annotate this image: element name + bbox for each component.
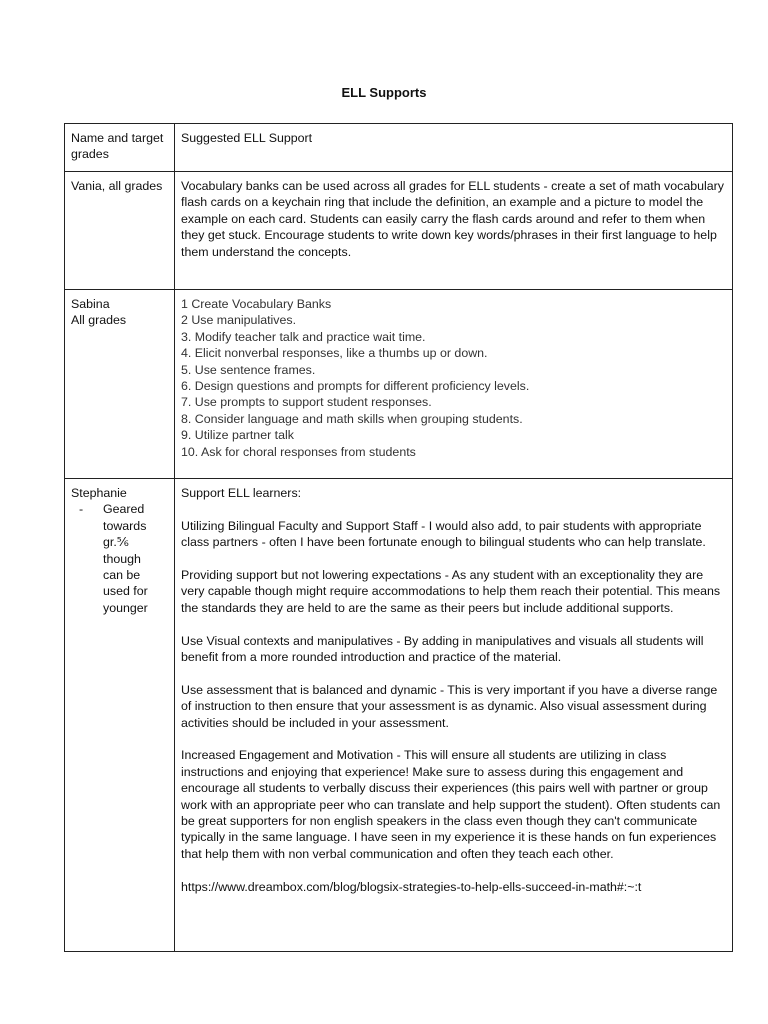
dash-bullet: - bbox=[79, 502, 84, 517]
source-link[interactable]: https://www.dreambox.com/blog/blogsix-strategies-to-help-ells-succeed-in-math#:~:t bbox=[181, 879, 642, 894]
row-support-cell: Vocabulary banks can be used across all grades for ELL students - create a set of math vocabulary flash cards on a keychain ring that include the definition, an example and a picture to model the example on each card. Students can easily carry the flash cards around and refer to them when they get stuck. Encourage students to write down key words/phrases in their first language to help them understand the concepts. bbox=[175, 172, 733, 290]
paragraph: Increased Engagement and Motivation - This will ensure all students are utilizing in class instructions and enjoying that experience! Make sure to assess during this engagement and encourage all students to verbally discuss their experiences (this pairs well with partner or group work with an appropriate peer who can translate and help support the student). Often students can be great supporters for non english speakers in the class even though they can't communicate typically in the same language. I have seen in my experience it is these hands on fun experiences that help them with non verbal communication and often they teach each other. bbox=[181, 748, 721, 861]
list-item: 9. Utilize partner talk bbox=[181, 428, 294, 443]
table-row bbox=[65, 290, 733, 479]
list-item: 8. Consider language and math skills when grouping students. bbox=[181, 411, 523, 426]
document-title: ELL Supports bbox=[341, 85, 427, 100]
table-row bbox=[65, 479, 733, 952]
list-item: 4. Elicit nonverbal responses, like a thumbs up or down. bbox=[181, 346, 488, 361]
list-item: 2 Use manipulatives. bbox=[181, 313, 297, 328]
grade-note-text: Geared towards gr.⅚ though can be used for younger bbox=[103, 502, 148, 615]
header-support-cell: Suggested ELL Support bbox=[175, 124, 733, 172]
paragraph: Support ELL learners: bbox=[181, 486, 302, 500]
list-item: 5. Use sentence frames. bbox=[181, 362, 316, 377]
paragraph: Utilizing Bilingual Faculty and Support Staff - I would also add, to pair students with appropriate class partners - often I have been fortunate enough to bilingual students who can help translate. bbox=[181, 518, 706, 550]
row-support-cell bbox=[175, 290, 733, 479]
table-header-row bbox=[65, 124, 733, 172]
row-name-cell: Vania, all grades bbox=[65, 172, 175, 290]
list-item: 1 Create Vocabulary Banks bbox=[181, 297, 332, 311]
table-row bbox=[65, 172, 733, 290]
paragraph: Use Visual contexts and manipulatives - By adding in manipulatives and visuals all students will benefit from a more rounded introduction and practice of the material. bbox=[181, 633, 704, 665]
list-item: 7. Use prompts to support student responses. bbox=[181, 395, 432, 410]
list-item: 3. Modify teacher talk and practice wait time. bbox=[181, 329, 426, 344]
ell-supports-table bbox=[64, 123, 733, 952]
grade-note bbox=[71, 501, 172, 616]
paragraph: Use assessment that is balanced and dynamic - This is very important if you have a diverse range of instruction to then ensure that your assessment is as dynamic. Also visual assessment during activities should be included in your assessment. bbox=[181, 682, 718, 730]
name-line: Stephanie bbox=[71, 486, 127, 500]
header-name-cell: Name and target grades bbox=[65, 124, 175, 172]
row-name-cell bbox=[65, 290, 175, 479]
grades-line: All grades bbox=[71, 313, 127, 328]
paragraph: Providing support but not lowering expectations - As any student with an exceptionality they are very capable though might require accommodations to help them reach their potential. This means the standards they are held to are the same as their peers but include additional supports. bbox=[181, 568, 721, 615]
row-name-cell bbox=[65, 479, 175, 952]
name-line: Sabina bbox=[71, 297, 110, 311]
list-item: 6. Design questions and prompts for different proficiency levels. bbox=[181, 379, 530, 394]
list-item: 10. Ask for choral responses from students bbox=[181, 444, 416, 459]
row-support-cell bbox=[175, 479, 733, 952]
